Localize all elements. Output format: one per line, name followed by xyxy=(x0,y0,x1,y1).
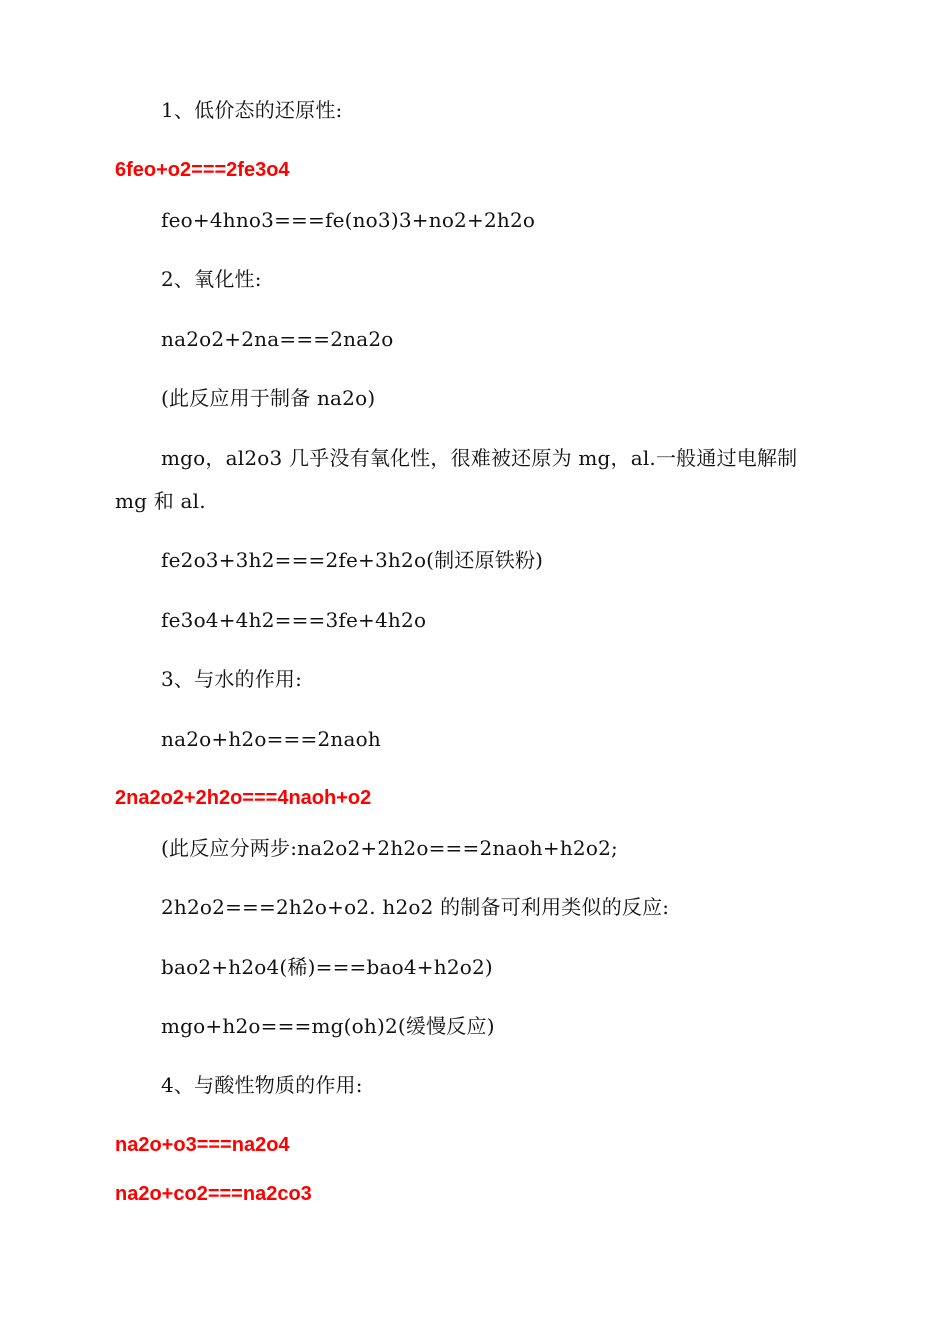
equation-line: mgo+h2o===mg(oh)2(缓慢反应) xyxy=(161,1014,495,1038)
section-heading-water: 3、与水的作用: xyxy=(161,667,303,691)
note-line: (此反应分两步:na2o2+2h2o===2naoh+h2o2; xyxy=(161,836,618,860)
equation-line: fe2o3+3h2===2fe+3h2o(制还原铁粉) xyxy=(161,548,544,572)
note-line: (此反应用于制备 na2o) xyxy=(161,386,376,410)
highlighted-equation: na2o+co2===na2co3 xyxy=(115,1183,312,1205)
section-heading-acid: 4、与酸性物质的作用: xyxy=(161,1073,363,1097)
equation-line: na2o+h2o===2naoh xyxy=(161,727,381,751)
note-line: 2h2o2===2h2o+o2. h2o2 的制备可利用类似的反应: xyxy=(161,895,670,919)
equation-line: fe3o4+4h2===3fe+4h2o xyxy=(161,608,427,632)
paragraph-line-continued: mg 和 al. xyxy=(115,489,206,513)
section-heading-oxidizing: 2、氧化性: xyxy=(161,267,262,291)
equation-line: na2o2+2na===2na2o xyxy=(161,327,394,351)
section-heading-reducing: 1、低价态的还原性: xyxy=(161,98,343,122)
highlighted-equation: 2na2o2+2h2o===4naoh+o2 xyxy=(115,787,372,809)
highlighted-equation: na2o+o3===na2o4 xyxy=(115,1134,290,1156)
paragraph-line: mgo，al2o3 几乎没有氧化性，很难被还原为 mg，al.一般通过电解制 xyxy=(161,446,798,470)
highlighted-equation: 6feo+o2===2fe3o4 xyxy=(115,159,290,181)
equation-line: feo+4hno3===fe(no3)3+no2+2h2o xyxy=(161,208,536,232)
equation-line: bao2+h2o4(稀)===bao4+h2o2) xyxy=(161,955,493,979)
